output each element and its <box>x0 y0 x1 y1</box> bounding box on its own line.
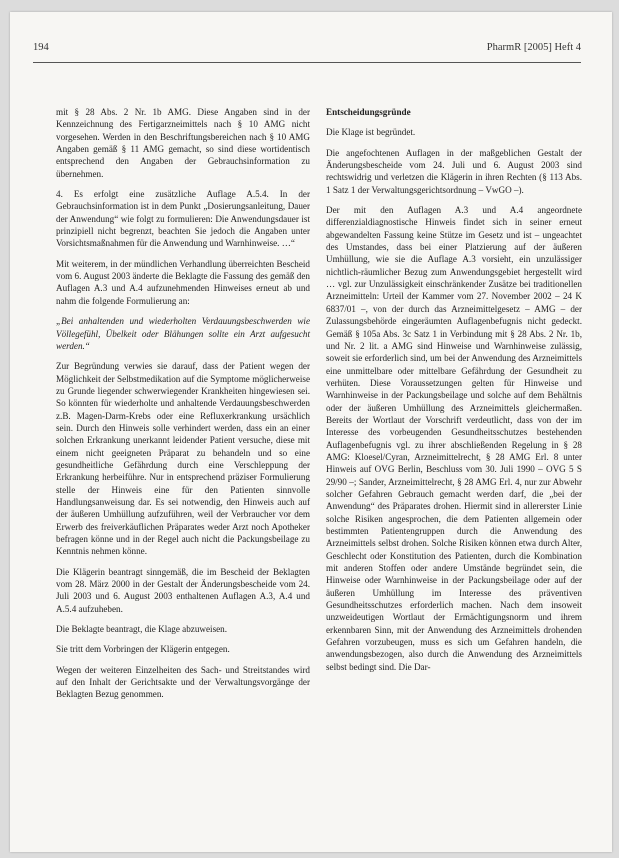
document-page <box>10 12 612 852</box>
paragraph: Wegen der weiteren Einzelheiten des Sach- und Streitstandes wird auf den Inhalt der Gerichtsakte und der Verwaltungsvorgänge der Beklagten Bezug genommen. <box>56 664 310 700</box>
paragraph: Sie tritt dem Vorbringen der Klägerin entgegen. <box>56 644 230 655</box>
header-divider <box>33 62 581 63</box>
journal-reference: PharmR [2005] Heft 4 <box>486 42 581 53</box>
section-heading: Entscheidungsgründe <box>326 107 411 117</box>
paragraph: Zur Begründung verwies sie darauf, dass der Patient wegen der Möglichkeit der Selbstmedikation auf die Symptome möglicherweise zu Grunde liegender schwerwiegender Krankheiten hingewiesen sei. So könnten für wiederholte und anhaltende Verdauungsbeschwerden z.B. Magen-Darm-Krebs oder eine Refluxerkrankung ursächlich sein. Durch den Hinweis solle verhindert werden, dass ein an einer solchen Erkrankung unerkannt leidender Patient versuche, diese mit einem nicht geeigneten Präparat zu behandeln und so eine gesundheitliche Gefährdung durch eine Verschleppung der Erkrankung herbeiführe. Nur in entsprechend präziser Formulierung stelle der Hinweis eine für den Patienten sinnvolle Handlungsanweisung dar. Es sei notwendig, den Hinweis auch auf der äußeren Umhüllung aufzuführen, weil der Verbraucher vor dem Erwerb des freiverkäuflichen Präparates weder Arzt noch Apotheker befragen könne und in der Regel auch nicht die Packungsbeilage zu Kenntnis nehmen könne. <box>56 361 310 557</box>
quoted-paragraph: „Bei anhaltenden und wiederholten Verdauungsbeschwerden wie Völlegefühl, Übelkeit oder Blähungen sollte ein Arzt aufgesucht werden.“ <box>56 316 310 351</box>
page-header <box>33 42 581 58</box>
paragraph: Die Klage ist begründet. <box>326 127 416 138</box>
paragraph: Die Klägerin beantragt sinngemäß, die im Bescheid der Beklagten vom 28. März 2000 in der Gestalt der Änderungsbescheide vom 24. Juli 2003 und 6. August 2003 enthaltenen Auflagen A.3, A.4 und A.5.4 aufzuheben. <box>56 566 310 614</box>
right-column <box>326 106 582 681</box>
left-column <box>56 106 310 709</box>
page-number: 194 <box>33 42 49 53</box>
paragraph: 4. Es erfolgt eine zusätzliche Auflage A.5.4. In der Gebrauchsinformation ist in dem Punkt „Dosierungsanleitung, Dauer der Anwendung“ wie folgt zu formulieren: Die Anwendungsdauer ist prinzipiell nicht begrenzt, beachten Sie jedoch die Angaben unter Vorsichtsmaßnahmen für die Anwendung und Warnhinweise. …“ <box>56 189 310 249</box>
paragraph: Die Beklagte beantragt, die Klage abzuweisen. <box>56 624 228 635</box>
paragraph: Mit weiterem, in der mündlichen Verhandlung überreichten Bescheid vom 6. August 2003 änderte die Beklagte die Fassung des gemäß den Auflagen A.3 und A.4 aufzunehmenden Hinweises erneut ab und nahm die folgende Formulierung an: <box>56 258 310 306</box>
paragraph: Der mit den Auflagen A.3 und A.4 angeordnete differenzialdiagnostische Hinweis findet sich in seiner erneut abgewandelten Fassung keine Stütze im Gesetz und ist – ungeachtet des Umstandes, dass bei einer Platzierung auf der äußeren Umhüllung, wie sie die Auflage A.3 vorsieht, ein unzulässiger nichtlich-räumlicher Bezug zum Anwendungsgebiet hergestellt wird … vgl. zur Unzulässigkeit einschränkender Zusätze bei traditionellen Arzneimitteln: Urteil der Kammer vom 27. November 2002 – 24 K 6837/01 –, von der durch das Arzneimittelgesetz – AMG – der Zulassungsbehörde eingeräumten Auflagenbefugnis nicht gedeckt. Gemäß § 105a Abs. 3c Satz 1 in Verbindung mit § 28 Abs. 2 Nr. 1b, und Nr. 2 lit. a AMG sind Hinweise und Warnhinweise zulässig, soweit sie erforderlich sind, um bei der Anwendung des Arzneimittels eine unmittelbare oder mittelbare Gefährdung der Gesundheit zu verhüten. Diese Voraussetzungen gelten für Hinweise und Warnhinweise in der Packungsbeilage und solche auf dem Behältnis oder der äußeren Umhüllung des Arzneimittels gleichermaßen. Bereits der Wortlaut der Vorschrift verdeutlicht, dass von der im Interesse des vorbeugenden Gesundheitsschutzes bestehenden Auflagenbefugnis vgl. zu ihrer abschließenden Regelung in § 28 AMG: Kloesel/Cyran, Arzneimittelrecht, § 28 AMG Erl. 8 unter Hinweis auf OVG Berlin, Beschluss vom 30. Juli 1990 – OVG 5 S 29/90 –; Sander, Arzneimittelrecht, § 28 AMG Erl. 4, nur zur Abwehr solcher Gefahren Gebrauch gemacht werden darf, die „bei der Anwendung“ des Präparates drohen. Hiermit sind in allererster Linie solche Risiken angesprochen, die dem Patienten allgemein oder bestimmten Patientengruppen durch die Anwendung des Arzneimittels selbst drohen. Solche Risiken können etwa durch Alter, Geschlecht oder Konstitution des Patienten, durch die Kombination mit anderen Stoffen oder andere Umstände begründet sein, die Hinweise oder Warnhinweise in der Packungsbeilage oder auf der äußeren Umhüllung im Interesse des präventiven Gesundheitsschutzes erforderlich machen. Nach dem insoweit unzweideutigen Wortlaut der Ermächtigungsnorm und ihrem erkennbaren Sinn, mit der Anwendung des Arzneimittels drohenden Gefahren vorzubeugen, muss es sich um Gefahren handeln, die anwendungsbezogen, also durch die Anwendung des Arzneimittels selbst bedingt sind. Die Dar- <box>326 205 582 672</box>
paragraph: Die angefochtenen Auflagen in der maßgeblichen Gestalt der Änderungsbescheide vom 24. Juli und 6. August 2003 sind rechtswidrig und verletzen die Klägerin in ihren Rechten (§ 113 Abs. 1 Satz 1 der Verwaltungsgerichtsordnung – VwGO –). <box>326 147 582 195</box>
paragraph: mit § 28 Abs. 2 Nr. 1b AMG. Diese Angaben sind in der Kennzeichnung des Fertigarzneimittels nach § 10 AMG nicht vorgesehen. Werden in den Beschriftungsbereichen nach § 10 AMG Angaben gemäß § 11 AMG gemacht, so sind diese wortidentisch entsprechend den Angaben der Gebrauchsinformation zu übernehmen. <box>56 107 310 179</box>
